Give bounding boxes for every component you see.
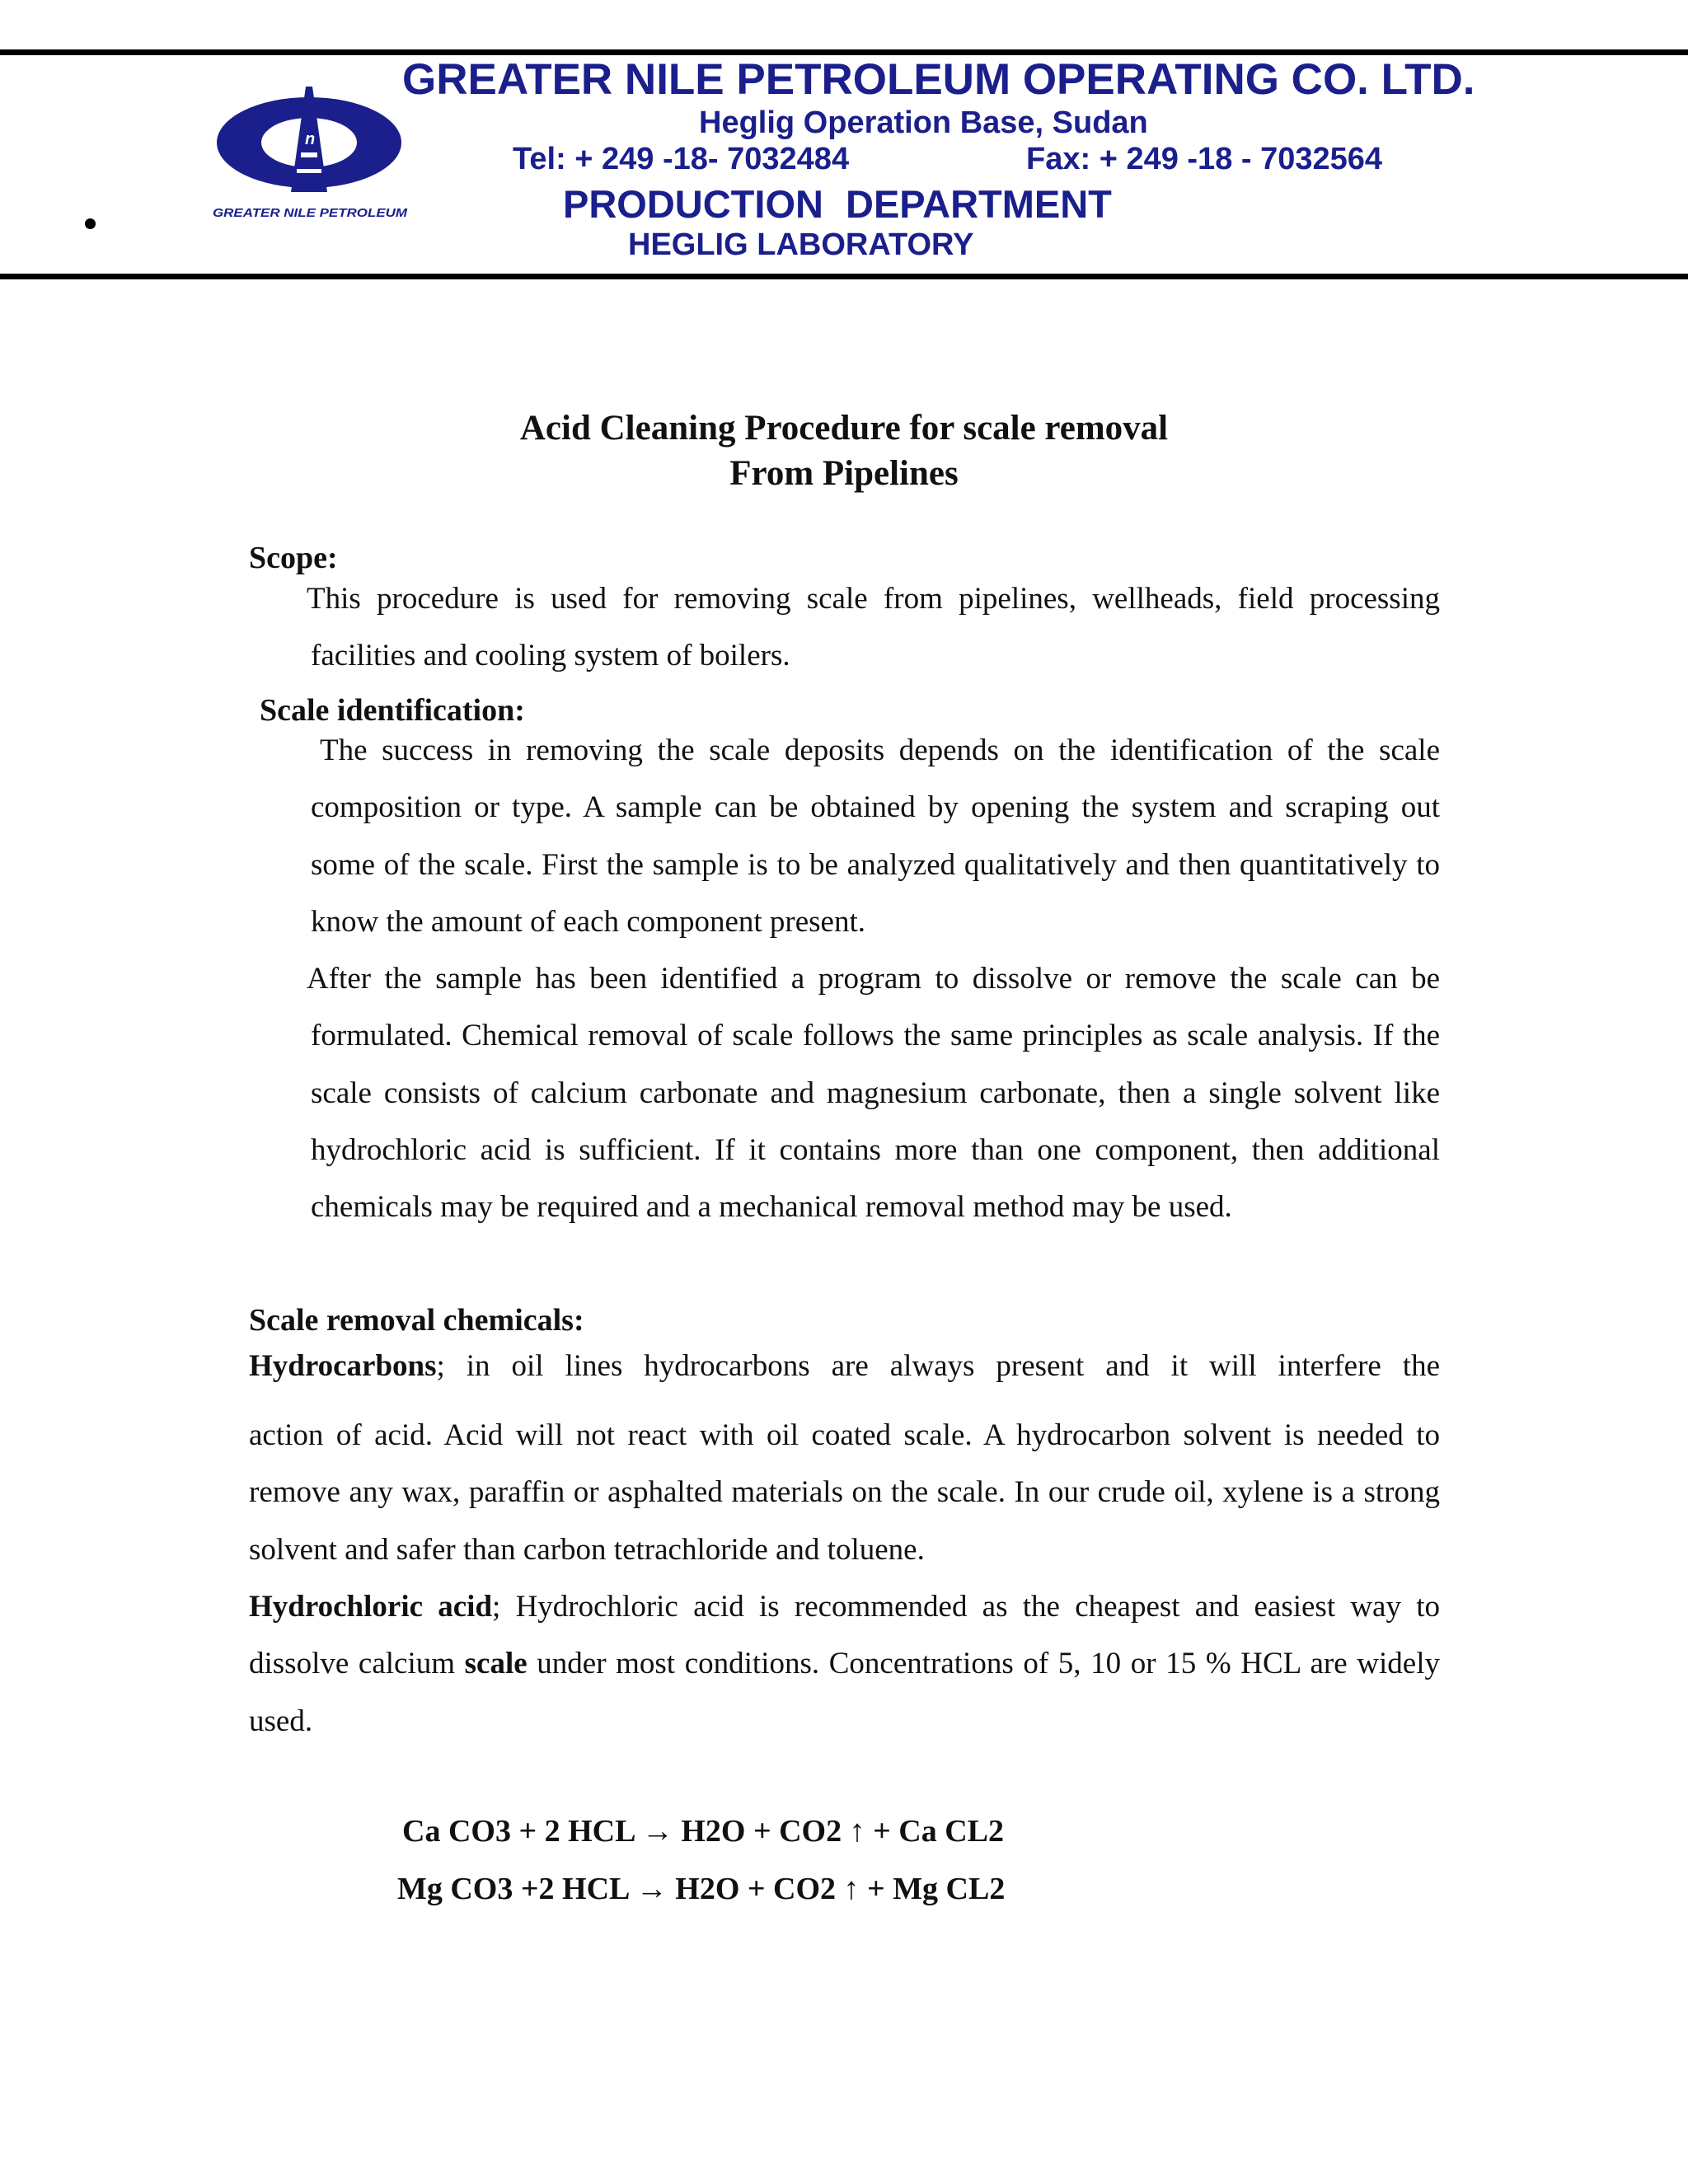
header-bottom-rule — [0, 274, 1688, 279]
fax: Fax: + 249 -18 - 7032564 — [1026, 142, 1383, 176]
equation-magnesium: Mg CO3 +2 HCL → H2O + CO2 ↑ + Mg CL2 — [397, 1872, 1006, 1906]
company-logo — [210, 78, 416, 223]
company-name: GREATER NILE PETROLEUM OPERATING CO. LTD. — [402, 55, 1475, 104]
equation-calcium: Ca CO3 + 2 HCL → H2O + CO2 ↑ + Ca CL2 — [402, 1814, 1004, 1849]
department: PRODUCTION DEPARTMENT — [563, 182, 1112, 226]
hydrocarbons-term: Hydrocarbons — [249, 1349, 437, 1383]
telephone: Tel: + 249 -18- 7032484 — [513, 142, 850, 176]
hydrocarbons-paragraph: action of acid. Acid will not react with oil coated scale. A hydrocarbon solvent is needed to remove any wax, paraffin or asphalted materials on the scale. In our crude oil, xylene is a strong solvent and safer than carbon tetrachloride and toluene. — [249, 1418, 1440, 1567]
logo-caption: GREATER NILE PETROLEUM — [213, 207, 409, 220]
hydrochloric-text-a: ; Hydrochloric acid is recommended as the cheapest and easiest way to dissolve calcium — [249, 1590, 1441, 1681]
hydrochloric-paragraph — [249, 1578, 1440, 1750]
operation-base: Heglig Operation Base, Sudan — [699, 105, 1148, 140]
identification-heading: Scale identification: — [260, 693, 525, 728]
hydrocarbons-intro: ; in oil lines hydrocarbons are always present and it will interfere the — [436, 1349, 1440, 1383]
logo-letter: n — [305, 130, 316, 148]
hydrochloric-bold-word: scale — [464, 1647, 528, 1681]
scope-heading: Scope: — [249, 541, 338, 575]
hydrochloric-term: Hydrochloric acid — [249, 1590, 493, 1624]
bullet-point — [85, 218, 96, 229]
hydrochloric-text-b: under most conditions. Concentrations of 5, 10 or 15 % HCL are widely used. — [249, 1647, 1441, 1738]
laboratory: HEGLIG LABORATORY — [628, 227, 974, 262]
chemicals-heading: Scale removal chemicals: — [249, 1303, 584, 1338]
hydrocarbons-first-line — [249, 1348, 1440, 1384]
scope-text: This procedure is used for removing scale from pipelines, wellheads, field processing facilities and cooling system of boilers. — [307, 582, 1440, 673]
identification-paragraph-2: After the sample has been identified a program to dissolve or remove the scale can be formulated. Chemical removal of scale follows the same principles as scale analysis. If the scale consists of calcium carbonate and magnesium carbonate, then a single solvent like hydrochloric acid is sufficient. If it contains more than one component, then additional chemicals may be required and a mechanical removal method may be used. — [307, 962, 1440, 1225]
identification-paragraph-1: The success in removing the scale deposits depends on the identification of the scale composition or type. A sample can be obtained by opening the system and scraping out some of the scale. First the sample is to be analyzed qualitatively and then quantitatively to know the amount of each component present. — [311, 733, 1440, 939]
document-title: Acid Cleaning Procedure for scale removal — [519, 409, 1169, 448]
document-subtitle: From Pipelines — [729, 454, 959, 493]
